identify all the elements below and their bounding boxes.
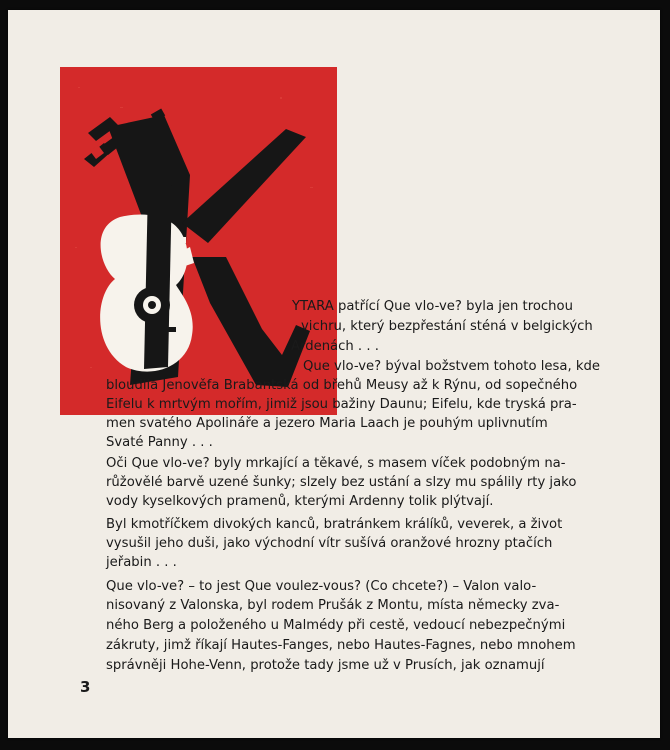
text-line: Svaté Panny . . . — [106, 435, 213, 450]
text-line: vichru, který bezpřestání sténá v belgických — [301, 319, 593, 334]
text-line: Oči Que vlo-ve? byly mrkající a těkavé, s masem víček podobným na- — [106, 456, 566, 471]
text-line: vysušil jeho duši, jako východní vítr sušívá oranžové hrozny ptačích — [106, 536, 553, 551]
text-line: Ardenách . . . — [291, 339, 379, 354]
text-line: ného Berg a položeného u Malmédy při cestě, vedoucí nebezpečnými — [106, 618, 566, 633]
text-line: bloudila Jenověfa Brabantská od břehů Meusy až k Rýnu, od sopečného — [106, 378, 578, 393]
woodcut-svg — [60, 67, 337, 415]
text-line: správněji Hohe-Venn, protože tady jsme už v Prusích, jak oznamují — [106, 658, 545, 673]
text-line: nisovaný z Valonska, byl rodem Prušák z Montu, místa německy zva- — [106, 598, 560, 613]
initial-k-woodcut-illustration — [60, 67, 337, 415]
text-line: růžovělé barvě uzené šunky; slzely bez ustání a slzy mu spálily rty jako — [106, 475, 577, 490]
text-line: YTARA patřící Que vlo-ve? byla jen trochou — [292, 299, 573, 314]
text-line: jeřabin . . . — [106, 555, 177, 570]
text-line: Que vlo-ve? – to jest Que voulez-vous? (Co chcete?) – Valon valo- — [106, 579, 537, 594]
page-number: 3 — [80, 678, 91, 696]
text-line: Byl kmotříčkem divokých kanců, bratránkem králíků, veverek, a život — [106, 517, 563, 532]
text-line: men svatého Apolináře a jezero Maria Laach je pouhým uplivnutím — [106, 416, 548, 431]
book-page — [8, 10, 660, 738]
text-line: Que vlo-ve? býval božstvem tohoto lesa, kde — [303, 359, 600, 374]
text-line: zákruty, jimž říkají Hautes-Fanges, nebo Hautes-Fagnes, nebo mnohem — [106, 638, 576, 653]
text-line: Eifelu k mrtvým mořím, jimiž jsou bažiny Daunu; Eifelu, kde tryská pra- — [106, 397, 577, 412]
text-line: vody kyselkových pramenů, kterými Ardenny tolik plýtvají. — [106, 494, 494, 509]
